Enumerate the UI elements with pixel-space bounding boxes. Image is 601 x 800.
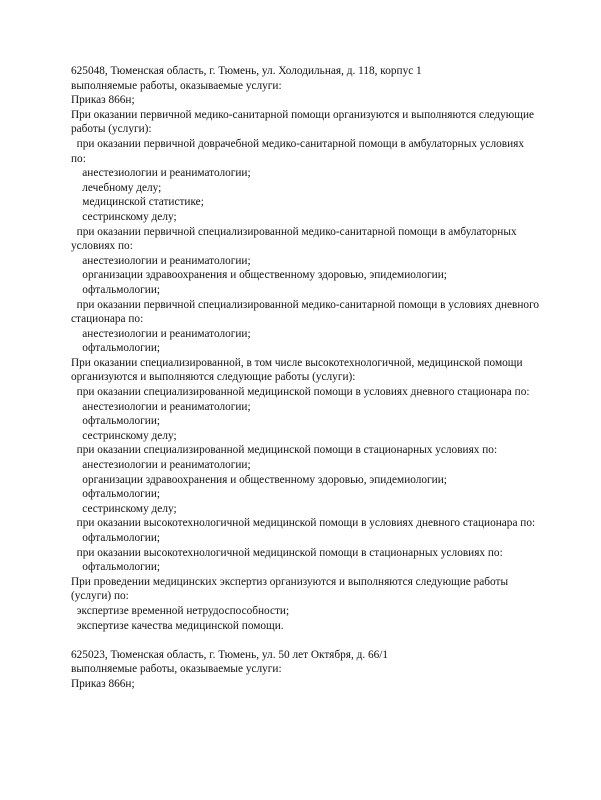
document-line: офтальмологии; bbox=[71, 415, 161, 428]
document-line: офтальмологии; bbox=[71, 342, 161, 355]
document-line: организации здравоохранения и общественному здоровью, эпидемиологии; bbox=[71, 269, 447, 282]
document-line: при оказании первичной специализированной медико-санитарной помощи в амбулаторных bbox=[71, 225, 517, 238]
document-line: анестезиологии и реаниматологии; bbox=[71, 459, 251, 472]
document-line: офтальмологии; bbox=[71, 488, 161, 501]
document-line: экспертизе временной нетрудоспособности; bbox=[71, 604, 290, 617]
document-line: анестезиологии и реаниматологии; bbox=[71, 167, 251, 180]
document-line: организации здравоохранения и общественному здоровью, эпидемиологии; bbox=[71, 473, 447, 486]
document-line: лечебному делу; bbox=[71, 181, 162, 194]
document-line: условиях по: bbox=[71, 240, 133, 253]
document-line: выполняемые работы, оказываемые услуги: bbox=[71, 663, 282, 676]
document-line: 625023, Тюменская область, г. Тюмень, ул. 50 лет Октября, д. 66/1 bbox=[71, 648, 389, 661]
document-line: анестезиологии и реаниматологии; bbox=[71, 400, 251, 413]
document-line: офтальмологии; bbox=[71, 283, 161, 296]
document-line: анестезиологии и реаниматологии; bbox=[71, 327, 251, 340]
document-body bbox=[71, 64, 591, 692]
document-line: При проведении медицинских экспертиз организуются и выполняются следующие работы bbox=[71, 575, 509, 588]
document-line: организуются и выполняются следующие работы (услуги): bbox=[71, 371, 356, 384]
document-line: сестринскому делу; bbox=[71, 210, 177, 223]
document-line: офтальмологии; bbox=[71, 532, 161, 544]
document-line: выполняемые работы, оказываемые услуги: bbox=[71, 79, 282, 92]
document-line: офтальмологии; bbox=[71, 561, 161, 574]
document-line: Приказ 866н; bbox=[71, 94, 135, 107]
document-line: при оказании специализированной медицинской помощи в стационарных условиях по: bbox=[71, 444, 498, 457]
document-line: 625048, Тюменская область, г. Тюмень, ул. Холодильная, д. 118, корпус 1 bbox=[71, 65, 422, 77]
document-line: работы (услуги): bbox=[71, 123, 152, 136]
document-line: экспертизе качества медицинской помощи. bbox=[71, 619, 284, 632]
document-line: при оказании первичной специализированной медико-санитарной помощи в условиях дневного bbox=[71, 298, 540, 311]
document-line: сестринскому делу; bbox=[71, 429, 177, 442]
document-line: стационара по: bbox=[71, 313, 144, 326]
document-line: медицинской статистике; bbox=[71, 196, 204, 209]
document-line: по: bbox=[71, 152, 86, 165]
document-line: Приказ 866н; bbox=[71, 677, 135, 690]
document-line: анестезиологии и реаниматологии; bbox=[71, 254, 251, 267]
blank-line bbox=[71, 633, 591, 648]
document-line: сестринскому делу; bbox=[71, 502, 177, 515]
document-line: При оказании специализированной, в том числе высокотехнологичной, медицинской помощи bbox=[71, 356, 523, 369]
document-line: при оказании высокотехнологичной медицинской помощи в стационарных условиях по: bbox=[71, 546, 503, 559]
document-line: При оказании первичной медико-санитарной помощи организуются и выполняются следующие bbox=[71, 108, 535, 121]
document-line: при оказании специализированной медицинской помощи в условиях дневного стационара по: bbox=[71, 386, 530, 399]
document-line: при оказании высокотехнологичной медицинской помощи в условиях дневного стационара по: bbox=[71, 517, 536, 530]
document-line: (услуги) по: bbox=[71, 590, 129, 603]
document-line: при оказании первичной доврачебной медико-санитарной помощи в амбулаторных условиях bbox=[71, 137, 524, 150]
